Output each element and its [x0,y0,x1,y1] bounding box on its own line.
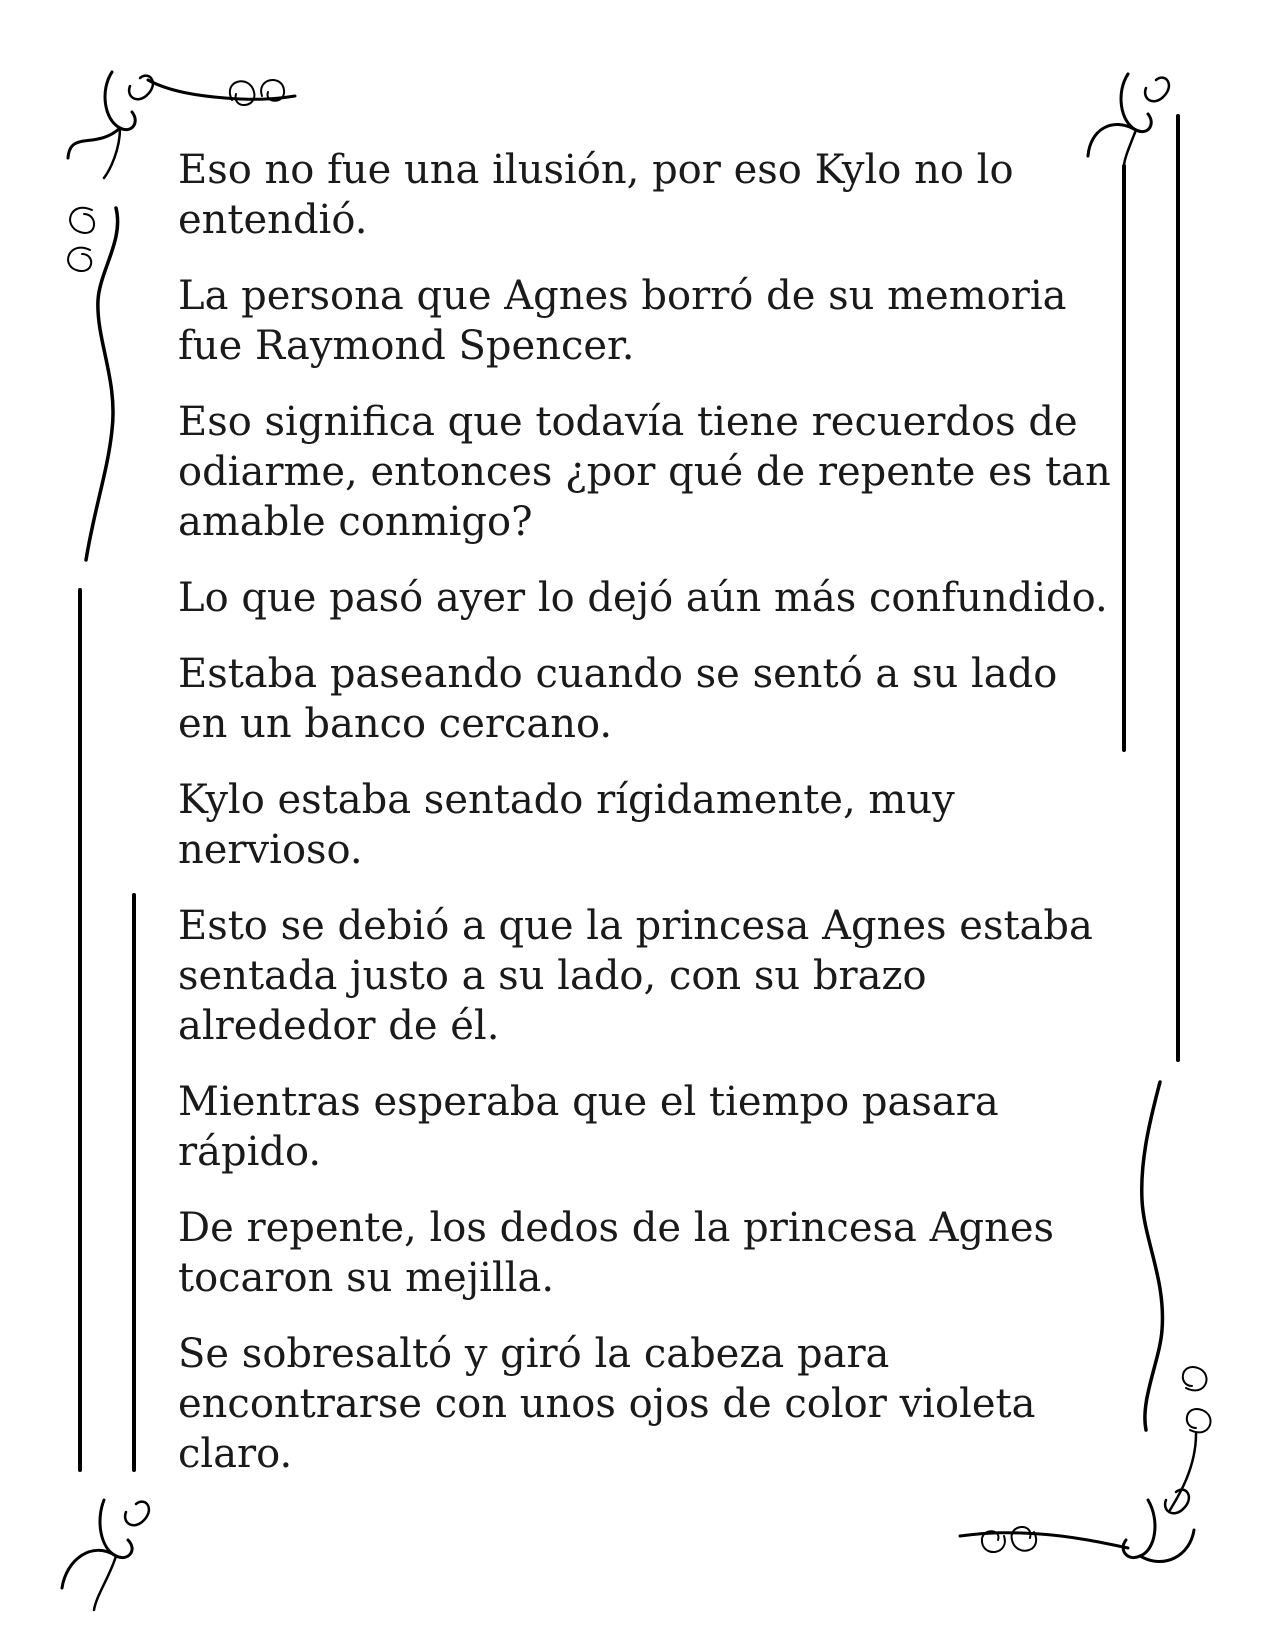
paragraph: Eso no fue una ilusión, por eso Kylo no lo entendió. [178,147,1014,243]
paragraph: De repente, los dedos de la princesa Agnes tocaron su mejilla. [178,1205,1055,1301]
paragraph: La persona que Agnes borró de su memoria fue Raymond Spencer. [178,273,1067,369]
paragraph: Eso significa que todavía tiene recuerdos de odiarme, entonces ¿por qué de repente es tan amable conmigo? [178,399,1111,545]
paragraph: Mientras esperaba que el tiempo pasara rápido. [178,1079,999,1175]
flourish-bottom-left-icon [62,1500,149,1610]
paragraph: Se sobresaltó y giró la cabeza para encontrarse con unos ojos de color violeta claro. [178,1331,1036,1477]
paragraph: Lo que pasó ayer lo dejó aún más confundido. [178,575,1108,621]
paragraph: Estaba paseando cuando se sentó a su lado en un banco cercano. [178,651,1058,747]
paragraph: Kylo estaba sentado rígidamente, muy nervioso. [178,777,955,873]
body-text [178,145,1118,1505]
paragraph: Esto se debió a que la princesa Agnes estaba sentada justo a su lado, con su brazo alrededor de él. [178,903,1093,1049]
